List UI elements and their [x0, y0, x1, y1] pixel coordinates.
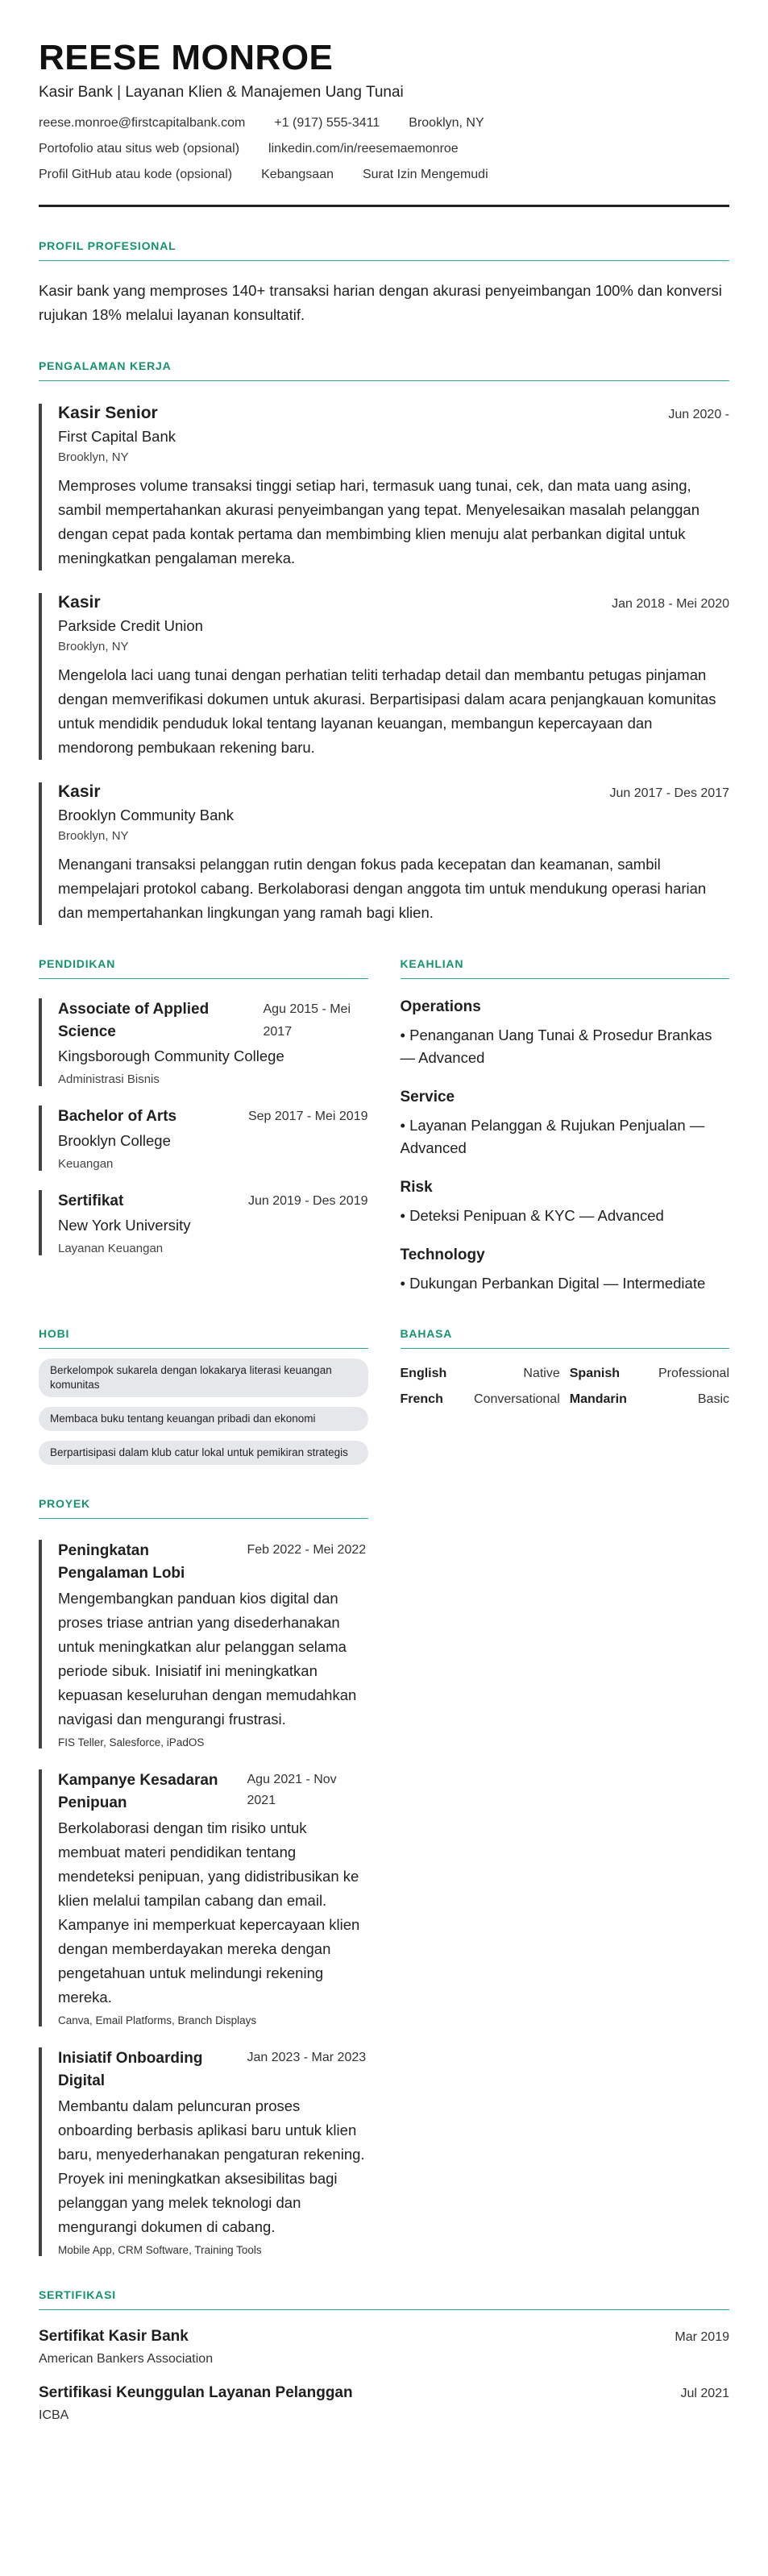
job-location: Brooklyn, NY [58, 640, 129, 653]
language-name: Mandarin [569, 1392, 627, 1406]
header-divider [39, 205, 729, 207]
projects-row [39, 1465, 729, 2256]
certification-name: Sertifikat Kasir Bank [39, 2328, 189, 2345]
experience-list [39, 404, 729, 925]
experience-item [39, 782, 729, 925]
education-item [39, 998, 368, 1086]
language-name: Spanish [569, 1367, 620, 1380]
language-grid [401, 1367, 730, 1407]
education-degree: Bachelor of Arts [58, 1108, 177, 1125]
skill-group [401, 1089, 730, 1159]
certification-date: Mar 2019 [675, 2330, 729, 2344]
education-degree: Associate of Applied Science [58, 1001, 210, 1040]
project-tech: Mobile App, CRM Software, Training Tools [58, 2244, 262, 2256]
project-item [39, 1540, 368, 1748]
skill-group [401, 1179, 730, 1227]
education-date: Sep 2017 - Mei 2019 [247, 1110, 368, 1123]
job-location: Brooklyn, NY [58, 450, 129, 464]
job-description: Memproses volume transaksi tinggi setiap hari, termasuk uang tunai, cek, dan mata uang asing, sambil mempertahankan akurasi penyeimbangan yang tepat. Menyelesaikan masalah pelanggan dengan cepat pada kontak pertama dan membimbing klien menuju alat perbankan digital untuk meningkatkan pengalaman mereka. [58, 477, 700, 566]
project-description: Mengembangkan panduan kios digital dan proses triase antrian yang disederhanakan untuk meningkatkan alur pelanggan selama periode sibuk. Inisiatif ini meningkatkan kepuasan keseluruhan dengan memudahkan navigasi dan mengurangi frustrasi. [58, 1590, 357, 1728]
contact-row [39, 168, 729, 182]
section-title-summary: PROFIL PROFESIONAL [39, 239, 729, 261]
project-description: Membantu dalam peluncuran proses onboarding berbasis aplikasi baru untuk klien baru, menyederhanakan pengaturan rekening. Proyek ini meningkatkan aksesibilitas bagi pelanggan yang melek teknologi dan mengurangi dokumen di cabang. [58, 2097, 365, 2235]
job-company: First Capital Bank [58, 428, 176, 445]
skill-item: • Dukungan Perbankan Digital — Intermediate [400, 1275, 706, 1292]
job-location: Brooklyn, NY [58, 829, 129, 843]
projects-column [39, 1465, 368, 2256]
contact-driving-license: Surat Izin Mengemudi [362, 168, 488, 181]
certification-date: Jul 2021 [680, 2387, 729, 2400]
contact-email[interactable]: reese.monroe@firstcapitalbank.com [39, 116, 246, 130]
certification-item [39, 2328, 729, 2367]
project-tech: FIS Teller, Salesforce, iPadOS [58, 1736, 205, 1748]
language-item [570, 1367, 729, 1381]
hobby-chip: Berpartisipasi dalam klub catur lokal untuk pemikiran strategis [39, 1441, 368, 1465]
hobbies-languages-row [39, 1295, 729, 1465]
contact-nationality: Kebangsaan [261, 168, 334, 181]
hobbies-column [39, 1295, 368, 1465]
education-skills-row [39, 925, 729, 1295]
projects-empty-column [401, 1465, 730, 2256]
education-school: Kingsborough Community College [58, 1047, 284, 1064]
education-degree: Sertifikat [58, 1193, 124, 1209]
section-title-education: PENDIDIKAN [39, 957, 368, 979]
section-title-languages: BAHASA [401, 1327, 730, 1349]
skill-group [401, 1247, 730, 1295]
education-school: New York University [58, 1217, 191, 1234]
skill-item: • Layanan Pelanggan & Rujukan Penjualan — Advanced [400, 1117, 705, 1156]
section-title-projects: PROYEK [39, 1497, 368, 1519]
languages-column [401, 1295, 730, 1465]
contact-location: Brooklyn, NY [409, 116, 484, 130]
language-item [401, 1392, 560, 1407]
job-company: Brooklyn Community Bank [58, 807, 234, 823]
skill-category: Technology [400, 1247, 485, 1263]
candidate-headline: Kasir Bank | Layanan Klien & Manajemen Uang Tunai [39, 84, 404, 101]
education-school: Brooklyn College [58, 1132, 171, 1149]
section-title-certifications: SERTIFIKASI [39, 2288, 729, 2310]
contact-row [39, 116, 729, 131]
education-item [39, 1190, 368, 1255]
job-description: Menangani transaksi pelanggan rutin dengan fokus pada kecepatan dan keamanan, sambil mempelajari protokol cabang. Berkolaborasi dengan anggota tim untuk mendukung operasi harian dan mempertahankan lingkungan yang ramah bagi klien. [58, 856, 707, 921]
skill-item: • Penanganan Uang Tunai & Prosedur Brankas — Advanced [400, 1027, 712, 1066]
language-level: Conversational [474, 1392, 560, 1406]
certification-issuer: American Bankers Association [39, 2352, 214, 2366]
job-date: Jun 2017 - Des 2017 [609, 786, 729, 800]
section-title-skills: KEAHLIAN [401, 957, 730, 979]
language-name: French [400, 1392, 443, 1406]
contact-portfolio[interactable]: Portofolio atau situs web (opsional) [39, 142, 240, 156]
education-item [39, 1105, 368, 1171]
language-item [401, 1367, 560, 1381]
skill-category: Operations [400, 998, 481, 1015]
project-tech: Canva, Email Platforms, Branch Displays [58, 2014, 257, 2026]
certification-name: Sertifikasi Keunggulan Layanan Pelanggan [39, 2384, 353, 2401]
hobby-chip: Membaca buku tentang keuangan pribadi dan ekonomi [39, 1407, 368, 1431]
job-description: Mengelola laci uang tunai dengan perhatian teliti terhadap detail dan membantu petugas pinjaman dengan memverifikasi dokumen untuk akurasi. Berpartisipasi dalam acara penjangkauan komunitas untuk mendidik penduduk lokal tentang layanan keuangan, membangun kepercayaan dan mendorong pembukaan rekening baru. [58, 666, 716, 756]
project-date: Jan 2023 - Mar 2023 [247, 2051, 367, 2064]
education-field: Administrasi Bisnis [58, 1072, 160, 1086]
job-title: Kasir [58, 593, 101, 612]
education-column [39, 925, 368, 1295]
project-date: Feb 2022 - Mei 2022 [247, 1543, 367, 1557]
education-date: Jun 2019 - Des 2019 [247, 1194, 368, 1208]
project-title: Kampanye Kesadaran Penipuan [58, 1772, 218, 1811]
skills-column [401, 925, 730, 1295]
certification-item [39, 2384, 729, 2423]
education-field: Keuangan [58, 1157, 114, 1171]
job-title: Kasir Senior [58, 404, 158, 422]
summary-text: Kasir bank yang memproses 140+ transaksi harian dengan akurasi penyeimbangan 100% dan konversi rujukan 18% melalui layanan konsultatif. [39, 282, 722, 323]
skill-item: • Deteksi Penipuan & KYC — Advanced [400, 1207, 664, 1224]
candidate-name: REESE MONROE [39, 38, 334, 77]
project-date: Agu 2021 - Nov 2021 [247, 1773, 337, 1807]
section-title-hobbies: HOBI [39, 1327, 368, 1349]
contact-row [39, 142, 729, 156]
skill-group [401, 998, 730, 1069]
contact-github[interactable]: Profil GitHub atau kode (opsional) [39, 168, 233, 181]
language-name: English [400, 1367, 447, 1380]
job-date: Jan 2018 - Mei 2020 [612, 597, 729, 611]
job-date: Jun 2020 - [668, 408, 729, 421]
contact-linkedin[interactable]: linkedin.com/in/reesemaemonroe [268, 142, 459, 156]
skill-category: Risk [400, 1179, 433, 1196]
education-field: Layanan Keuangan [58, 1242, 164, 1255]
job-company: Parkside Credit Union [58, 617, 203, 634]
project-title: Inisiatif Onboarding Digital [58, 2050, 203, 2089]
language-item [570, 1392, 729, 1407]
section-title-experience: PENGALAMAN KERJA [39, 359, 729, 381]
hobby-chip: Berkelompok sukarela dengan lokakarya literasi keuangan komunitas [39, 1359, 368, 1397]
language-level: Basic [697, 1392, 729, 1406]
resume-header [39, 37, 729, 182]
project-description: Berkolaborasi dengan tim risiko untuk membuat materi pendidikan tentang mendeteksi penipuan, yang didistribusikan ke klien melalui tampilan cabang dan email. Kampanye ini memperkuat kepercayaan klien dengan memberdayakan mereka dengan pengetahuan untuk melindungi rekening mereka. [58, 1819, 360, 2006]
project-item [39, 1769, 368, 2026]
language-level: Native [523, 1367, 560, 1380]
certification-issuer: ICBA [39, 2408, 69, 2422]
project-item [39, 2047, 368, 2256]
contact-phone[interactable]: +1 (917) 555-3411 [274, 116, 380, 130]
experience-item [39, 593, 729, 760]
experience-item [39, 404, 729, 570]
project-title: Peningkatan Pengalaman Lobi [58, 1542, 185, 1582]
language-level: Professional [658, 1367, 729, 1380]
skill-category: Service [400, 1089, 455, 1105]
job-title: Kasir [58, 782, 101, 801]
education-date: Agu 2015 - Mei 2017 [263, 1002, 351, 1039]
